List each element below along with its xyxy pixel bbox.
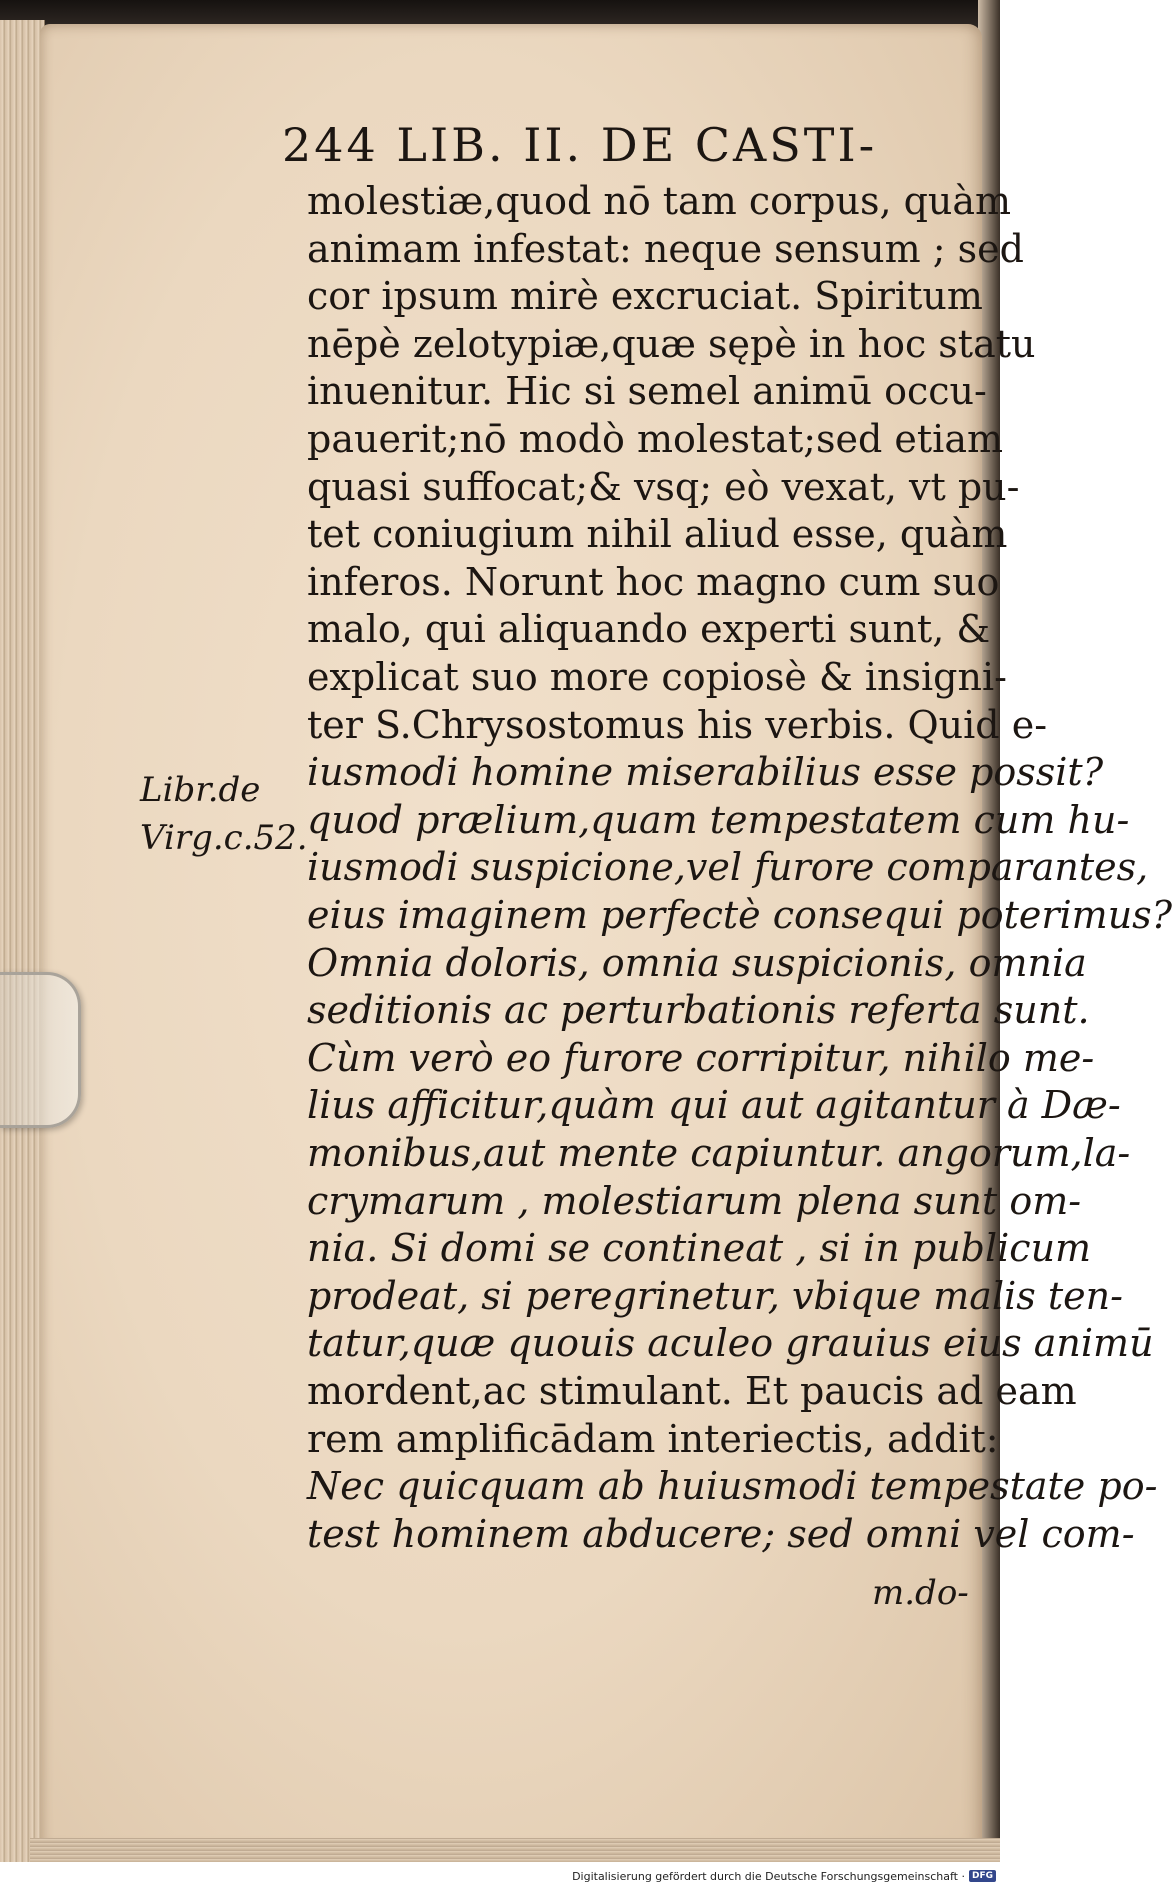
body-line: Nec quicquam ab huiusmodi tempestate po- [307,1464,1158,1508]
body-line: Cùm verò eo furore corripitur, nihilo me- [307,1036,1095,1080]
body-line: rem amplificādam interiectis, addit: [307,1417,999,1461]
body-line: inferos. Norunt hoc magno cum suo [307,560,1000,604]
body-line: Omnia doloris, omnia suspicionis, omnia [307,941,1087,985]
running-header: 244 LIB. II. DE CASTI- [282,118,878,172]
body-line: malo, qui aliquando experti sunt, & [307,607,991,651]
body-line: explicat suo more copiosè & insigni- [307,655,1007,699]
body-line: inuenitur. Hic si semel animū occu- [307,369,987,413]
body-line: seditionis ac perturbationis referta sunt. [307,988,1090,1032]
body-line: tet coniugium nihil aliud esse, quàm [307,512,1008,556]
body-line: nēpè zelotypiæ,quæ sępè in hoc statu [307,322,1036,366]
body-line: molestiæ,quod nō tam corpus, quàm [307,179,1012,223]
dfg-logo: DFG [969,1870,996,1882]
page-clip [0,972,81,1128]
body-line: lius afficitur,quàm qui aut agitantur à Dæ- [307,1083,1121,1127]
digitization-credit [572,1866,996,1886]
body-line: nia. Si domi se contineat , si in publicum [307,1226,1092,1270]
body-line: pauerit;nō modò molestat;sed etiam [307,417,1004,461]
body-line: prodeat, si peregrinetur, vbique malis ten- [307,1274,1123,1318]
body-line: mordent,ac stimulant. Et paucis ad eam [307,1369,1077,1413]
credit-text: Digitalisierung gefördert durch die Deutsche Forschungsgemeinschaft · [572,1869,965,1883]
body-line: ter S.Chrysostomus his verbis. Quid e- [307,703,1048,747]
margin-note-line-2: Virg.c.52. [140,818,308,858]
body-line: eius imaginem perfectè consequi poterimus? [307,893,1172,937]
body-line: monibus,aut mente capiuntur. angorum,la- [307,1131,1131,1175]
body-line: iusmodi homine miserabilius esse possit? [307,750,1104,794]
body-line: iusmodi suspicione,vel furore comparantes, [307,845,1149,889]
body-line: animam infestat: neque sensum ; sed [307,227,1024,271]
page-edges-bottom [30,1838,1000,1862]
margin-note-line-1: Libr.de [140,770,261,810]
body-line: tatur,quæ quouis aculeo grauius eius animū [307,1321,1154,1365]
body-line: quasi suffocat;& vsq; eò vexat, vt pu- [307,465,1020,509]
body-line: quod prælium,quam tempestatem cum hu- [307,798,1130,842]
body-line: test hominem abducere; sed omni vel com- [307,1512,1135,1556]
page-edges-left [0,20,45,1862]
body-line: crymarum , molestiarum plena sunt om- [307,1179,1082,1223]
body-line: cor ipsum mirè excruciat. Spiritum [307,274,983,318]
catchword: m.do- [872,1573,969,1613]
